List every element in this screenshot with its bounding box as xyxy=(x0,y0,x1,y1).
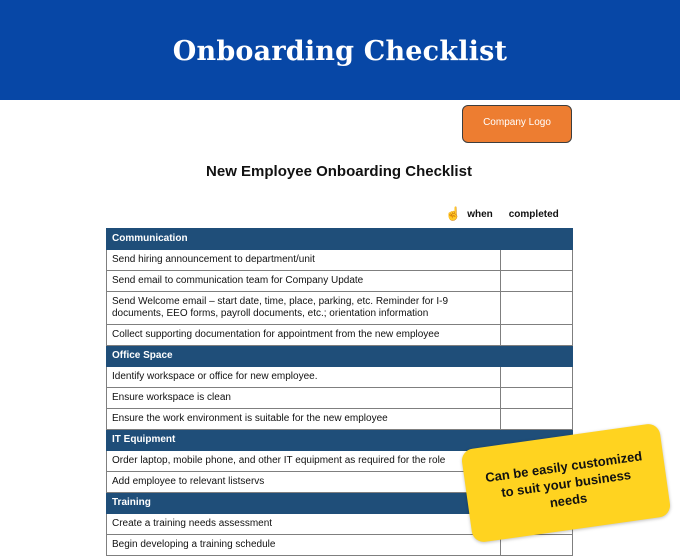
task-text: Begin developing a training schedule xyxy=(107,535,501,556)
task-text: Add employee to relevant listservs xyxy=(107,472,501,493)
header-banner xyxy=(0,0,680,100)
completion-cell[interactable] xyxy=(501,388,573,409)
checklist-row xyxy=(107,388,573,409)
callout-text: Can be easily customized to suit your business needs xyxy=(484,447,644,510)
task-text: Send Welcome email – start date, time, place, parking, etc. Reminder for I-9 documents, EEO forms, payroll documents, etc.; orientation information xyxy=(107,292,501,325)
document-title: New Employee Onboarding Checklist xyxy=(206,163,472,180)
completion-cell[interactable] xyxy=(501,271,573,292)
task-text: Create a training needs assessment xyxy=(107,514,501,535)
checklist-row xyxy=(107,292,573,325)
task-text: Send hiring announcement to department/unit xyxy=(107,250,501,271)
task-text: Order laptop, mobile phone, and other IT equipment as required for the role xyxy=(107,451,501,472)
banner-title: Onboarding Checklist xyxy=(172,35,508,67)
when-label: when xyxy=(467,208,493,220)
checklist-row xyxy=(107,250,573,271)
checklist-row xyxy=(107,271,573,292)
section-title-training: Training xyxy=(107,493,573,514)
task-text: Collect supporting documentation for appointment from the new employee xyxy=(107,325,501,346)
pointing-hand-icon: ☝ xyxy=(445,206,462,221)
checklist-row xyxy=(107,367,573,388)
section-title-office-space: Office Space xyxy=(107,346,573,367)
completion-cell[interactable] xyxy=(501,409,573,430)
section-title-communication: Communication xyxy=(107,229,573,250)
task-text: Ensure workspace is clean xyxy=(107,388,501,409)
completion-column-header xyxy=(445,204,559,224)
section-title-it-equipment: IT Equipment xyxy=(107,430,573,451)
completion-cell[interactable] xyxy=(501,292,573,325)
task-text: Ensure the work environment is suitable for the new employee xyxy=(107,409,501,430)
task-text: Identify workspace or office for new employee. xyxy=(107,367,501,388)
completion-cell[interactable] xyxy=(501,367,573,388)
task-text: Send email to communication team for Company Update xyxy=(107,271,501,292)
completion-cell[interactable] xyxy=(501,250,573,271)
completed-label: completed xyxy=(508,208,559,220)
checklist-row xyxy=(107,325,573,346)
completion-cell[interactable] xyxy=(501,325,573,346)
section-header xyxy=(107,346,573,367)
company-logo-placeholder: Company Logo xyxy=(462,105,572,143)
checklist-row xyxy=(107,409,573,430)
section-header xyxy=(107,229,573,250)
